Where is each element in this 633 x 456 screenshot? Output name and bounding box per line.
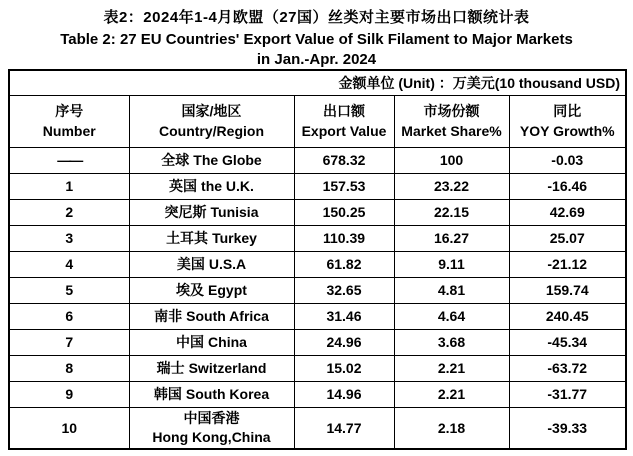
cell-country-zh: 美国 bbox=[176, 256, 205, 272]
col-header-yoy-growth-en: YOY Growth% bbox=[519, 123, 615, 139]
cell-export-value: 110.39 bbox=[294, 225, 394, 251]
cell-export-value: 61.82 bbox=[294, 251, 394, 277]
table-row-switzerland bbox=[9, 355, 626, 381]
title-block bbox=[0, 0, 633, 70]
cell-market-share: 16.27 bbox=[394, 225, 509, 251]
cell-export-value: 32.65 bbox=[294, 277, 394, 303]
cell-country-zh: 英国 bbox=[169, 178, 198, 194]
col-header-export-value-zh: 出口额 bbox=[323, 103, 365, 119]
cell-country-en: Egypt bbox=[208, 282, 247, 298]
cell-export-value: 15.02 bbox=[294, 355, 394, 381]
cell-market-share: 2.21 bbox=[394, 381, 509, 407]
cell-number: 2 bbox=[9, 199, 129, 225]
cell-yoy-growth: -21.12 bbox=[509, 251, 626, 277]
cell-yoy-growth: -63.72 bbox=[509, 355, 626, 381]
col-header-export-value bbox=[294, 95, 394, 147]
cell-country bbox=[129, 303, 294, 329]
table-row-usa bbox=[9, 251, 626, 277]
cell-number: 9 bbox=[9, 381, 129, 407]
cell-country-en: South Africa bbox=[186, 308, 269, 324]
cell-number: 10 bbox=[9, 407, 129, 449]
cell-country bbox=[129, 147, 294, 173]
cell-export-value: 678.32 bbox=[294, 147, 394, 173]
cell-country bbox=[129, 173, 294, 199]
cell-country-zh: 突尼斯 bbox=[164, 204, 207, 220]
col-header-country-en: Country/Region bbox=[159, 123, 264, 139]
export-table bbox=[8, 69, 627, 450]
cell-market-share: 9.11 bbox=[394, 251, 509, 277]
cell-market-share: 22.15 bbox=[394, 199, 509, 225]
table-row-egypt bbox=[9, 277, 626, 303]
cell-country-en: South Korea bbox=[185, 386, 270, 402]
col-header-number-zh: 序号 bbox=[55, 103, 84, 119]
cell-yoy-growth: 240.45 bbox=[509, 303, 626, 329]
cell-number: —— bbox=[9, 147, 129, 173]
cell-country bbox=[129, 225, 294, 251]
cell-number: 8 bbox=[9, 355, 129, 381]
col-header-yoy-growth-zh: 同比 bbox=[553, 103, 582, 119]
col-header-number-en: Number bbox=[42, 123, 96, 139]
cell-country bbox=[129, 329, 294, 355]
cell-yoy-growth: 42.69 bbox=[509, 199, 626, 225]
cell-yoy-growth: 159.74 bbox=[509, 277, 626, 303]
col-header-yoy-growth bbox=[509, 95, 626, 147]
table-row-tunisia bbox=[9, 199, 626, 225]
cell-country-zh: 埃及 bbox=[176, 282, 205, 298]
cell-market-share: 2.18 bbox=[394, 407, 509, 449]
cell-country-en: the U.K. bbox=[201, 178, 254, 194]
cell-country-en: Hong Kong,China bbox=[152, 428, 271, 445]
col-header-market-share-en: Market Share% bbox=[401, 123, 502, 139]
cell-export-value: 14.77 bbox=[294, 407, 394, 449]
cell-country bbox=[129, 355, 294, 381]
cell-market-share: 3.68 bbox=[394, 329, 509, 355]
table-row-turkey bbox=[9, 225, 626, 251]
col-header-market-share-zh: 市场份额 bbox=[423, 103, 480, 119]
table-row-hong-kong bbox=[9, 407, 626, 449]
cell-country bbox=[129, 381, 294, 407]
cell-country bbox=[129, 407, 294, 449]
cell-market-share: 4.64 bbox=[394, 303, 509, 329]
cell-country-en: The Globe bbox=[193, 152, 262, 168]
page-title-period: in Jan.-Apr. 2024 bbox=[256, 51, 377, 68]
cell-country-zh: 全球 bbox=[161, 152, 190, 168]
table-row-uk bbox=[9, 173, 626, 199]
unit-row bbox=[9, 70, 626, 95]
unit-note: 金额单位 (Unit) ：万美元(10 thousand USD) bbox=[9, 70, 626, 95]
cell-yoy-growth: -39.33 bbox=[509, 407, 626, 449]
cell-number: 5 bbox=[9, 277, 129, 303]
cell-country-zh: 韩国 bbox=[153, 386, 182, 402]
cell-country-zh: 瑞士 bbox=[156, 360, 185, 376]
cell-country-zh: 中国 bbox=[176, 334, 205, 350]
cell-export-value: 150.25 bbox=[294, 199, 394, 225]
cell-export-value: 24.96 bbox=[294, 329, 394, 355]
cell-country-en: Switzerland bbox=[188, 360, 267, 376]
cell-number: 4 bbox=[9, 251, 129, 277]
cell-yoy-growth: -16.46 bbox=[509, 173, 626, 199]
cell-number: 3 bbox=[9, 225, 129, 251]
cell-market-share: 23.22 bbox=[394, 173, 509, 199]
cell-export-value: 31.46 bbox=[294, 303, 394, 329]
table-row-south-africa bbox=[9, 303, 626, 329]
cell-country-en: U.S.A bbox=[208, 256, 247, 272]
cell-yoy-growth: 25.07 bbox=[509, 225, 626, 251]
col-header-country bbox=[129, 95, 294, 147]
cell-yoy-growth: -0.03 bbox=[509, 147, 626, 173]
cell-market-share: 100 bbox=[394, 147, 509, 173]
cell-yoy-growth: -31.77 bbox=[509, 381, 626, 407]
cell-country-en: Turkey bbox=[212, 230, 257, 246]
cell-country bbox=[129, 251, 294, 277]
cell-country-en: Tunisia bbox=[210, 204, 259, 220]
cell-country bbox=[129, 199, 294, 225]
cell-country bbox=[129, 277, 294, 303]
cell-country-en: China bbox=[208, 334, 247, 350]
cell-number: 7 bbox=[9, 329, 129, 355]
table-header-row bbox=[9, 95, 626, 147]
table-row-south-korea bbox=[9, 381, 626, 407]
cell-country-zh: 中国香港 bbox=[183, 409, 240, 426]
cell-export-value: 14.96 bbox=[294, 381, 394, 407]
page-title-en: Table 2: 27 EU Countries' Export Value of Silk Filament to Major Markets bbox=[60, 31, 573, 48]
table-row-china bbox=[9, 329, 626, 355]
cell-number: 6 bbox=[9, 303, 129, 329]
cell-export-value: 157.53 bbox=[294, 173, 394, 199]
cell-country-zh: 土耳其 bbox=[166, 230, 209, 246]
cell-number: 1 bbox=[9, 173, 129, 199]
col-header-export-value-en: Export Value bbox=[301, 123, 387, 139]
cell-market-share: 2.21 bbox=[394, 355, 509, 381]
col-header-country-zh: 国家/地区 bbox=[181, 103, 242, 119]
cell-country-zh: 南非 bbox=[154, 308, 183, 324]
cell-market-share: 4.81 bbox=[394, 277, 509, 303]
col-header-number bbox=[9, 95, 129, 147]
table-row-globe bbox=[9, 147, 626, 173]
col-header-market-share bbox=[394, 95, 509, 147]
page-title-zh: 表2：2024年1-4月欧盟（27国）丝类对主要市场出口额统计表 bbox=[103, 9, 530, 26]
cell-yoy-growth: -45.34 bbox=[509, 329, 626, 355]
